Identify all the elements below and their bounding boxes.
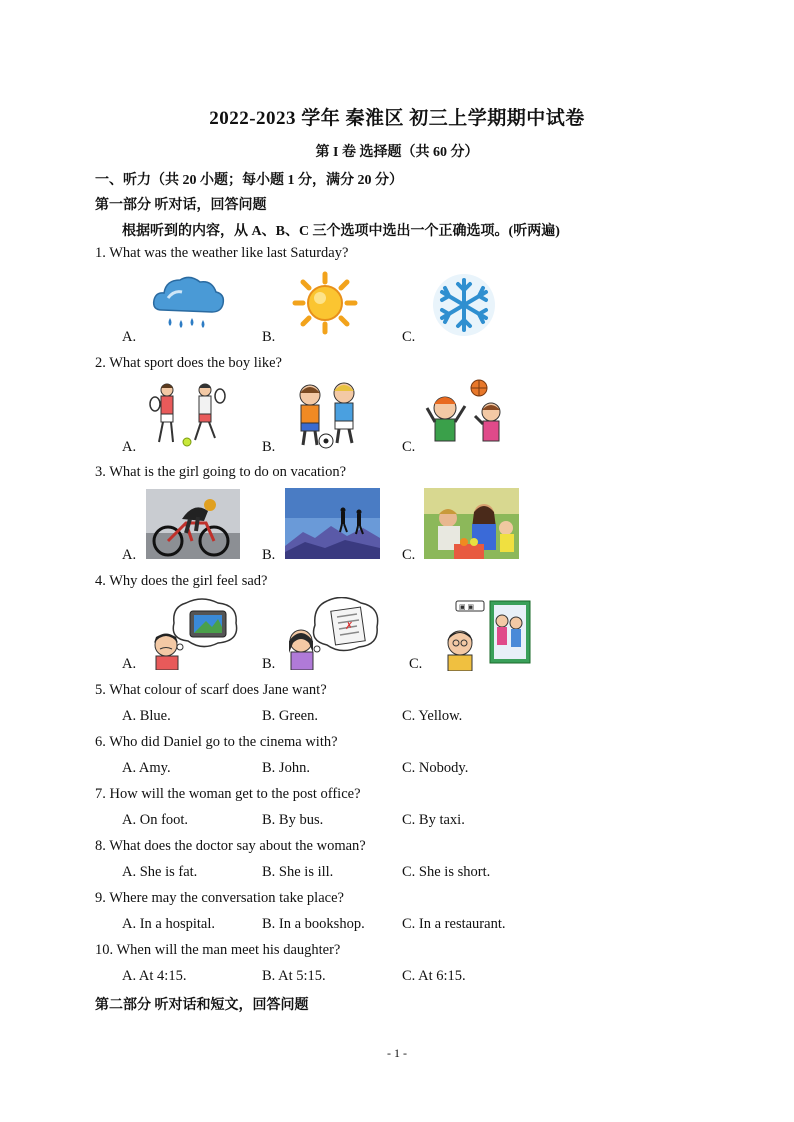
option-label: C. — [402, 329, 416, 345]
option-a: A. She is fat. — [122, 864, 198, 880]
girl-thinking-paper-image — [285, 597, 383, 670]
option-label: C. — [402, 547, 416, 563]
option-a: A. Blue. — [122, 708, 171, 724]
page-number: - 1 - — [387, 1046, 407, 1060]
question-1: 1. What was the weather like last Saturday? — [95, 245, 349, 261]
hikers-photo — [285, 488, 380, 559]
snowflake-icon — [428, 272, 500, 338]
option-label: B. — [262, 329, 276, 345]
svg-text:✗: ✗ — [345, 621, 354, 632]
question-4: 4. Why does the girl feel sad? — [95, 573, 268, 589]
part2-heading: 第二部分 听对话和短文，回答问题 — [95, 998, 309, 1013]
page-subtitle: 第 I 卷 选择题（共 60 分） — [315, 145, 479, 160]
option-b: B. At 5:15. — [262, 968, 326, 984]
instruction: 根据听到的内容，从 A、B、C 三个选项中选出一个正确选项。(听两遍) — [122, 224, 560, 239]
option-label: B. — [262, 547, 276, 563]
option-b: B. In a bookshop. — [262, 916, 365, 932]
option-a: A. Amy. — [122, 760, 171, 776]
option-a: A. On foot. — [122, 812, 189, 828]
question-3: 3. What is the girl going to do on vacation? — [95, 464, 347, 480]
option-label: B. — [262, 656, 276, 672]
option-label: C. — [402, 439, 416, 455]
family-picnic-photo — [424, 488, 519, 559]
option-b: B. Green. — [262, 708, 318, 724]
football-boys-image — [286, 379, 369, 451]
question-9: 9. Where may the conversation take place? — [95, 890, 344, 906]
option-a: A. At 4:15. — [122, 968, 187, 984]
option-c: C. In a restaurant. — [402, 916, 506, 932]
option-c: C. Nobody. — [402, 760, 469, 776]
part1-heading: 第一部分 听对话，回答问题 — [95, 198, 267, 213]
option-label: A. — [122, 439, 137, 455]
question-5: 5. What colour of scarf does Jane want? — [95, 682, 327, 698]
option-b: B. John. — [262, 760, 310, 776]
option-label: A. — [122, 329, 137, 345]
question-7: 7. How will the woman get to the post office? — [95, 786, 361, 802]
option-label: A. — [122, 547, 137, 563]
tennis-players-image — [147, 378, 229, 452]
option-label: A. — [122, 656, 137, 672]
option-a: A. In a hospital. — [122, 916, 216, 932]
girl-thinking-tv-image — [146, 597, 244, 670]
option-b: B. She is ill. — [262, 864, 334, 880]
option-c: C. At 6:15. — [402, 968, 466, 984]
option-b: B. By bus. — [262, 812, 324, 828]
svg-text:▣ ▣: ▣ ▣ — [459, 604, 475, 611]
option-c: C. She is short. — [402, 864, 491, 880]
question-8: 8. What does the doctor say about the woman? — [95, 838, 366, 854]
sun-icon — [289, 270, 361, 336]
page-title: 2022-2023 学年 秦淮区 初三上学期期中试卷 — [209, 108, 585, 129]
cyclist-photo — [146, 489, 240, 559]
option-c: C. By taxi. — [402, 812, 465, 828]
basketball-kids-image — [425, 378, 509, 452]
girl-thinking-friends-image — [428, 597, 532, 671]
question-6: 6. Who did Daniel go to the cinema with? — [95, 734, 338, 750]
question-2: 2. What sport does the boy like? — [95, 355, 282, 371]
option-label: C. — [409, 656, 423, 672]
option-c: C. Yellow. — [402, 708, 463, 724]
option-label: B. — [262, 439, 276, 455]
section-heading: 一、听力（共 20 小题；每小题 1 分，满分 20 分） — [95, 173, 403, 188]
rain-cloud-icon — [150, 270, 226, 334]
question-10: 10. When will the man meet his daughter? — [95, 942, 341, 958]
